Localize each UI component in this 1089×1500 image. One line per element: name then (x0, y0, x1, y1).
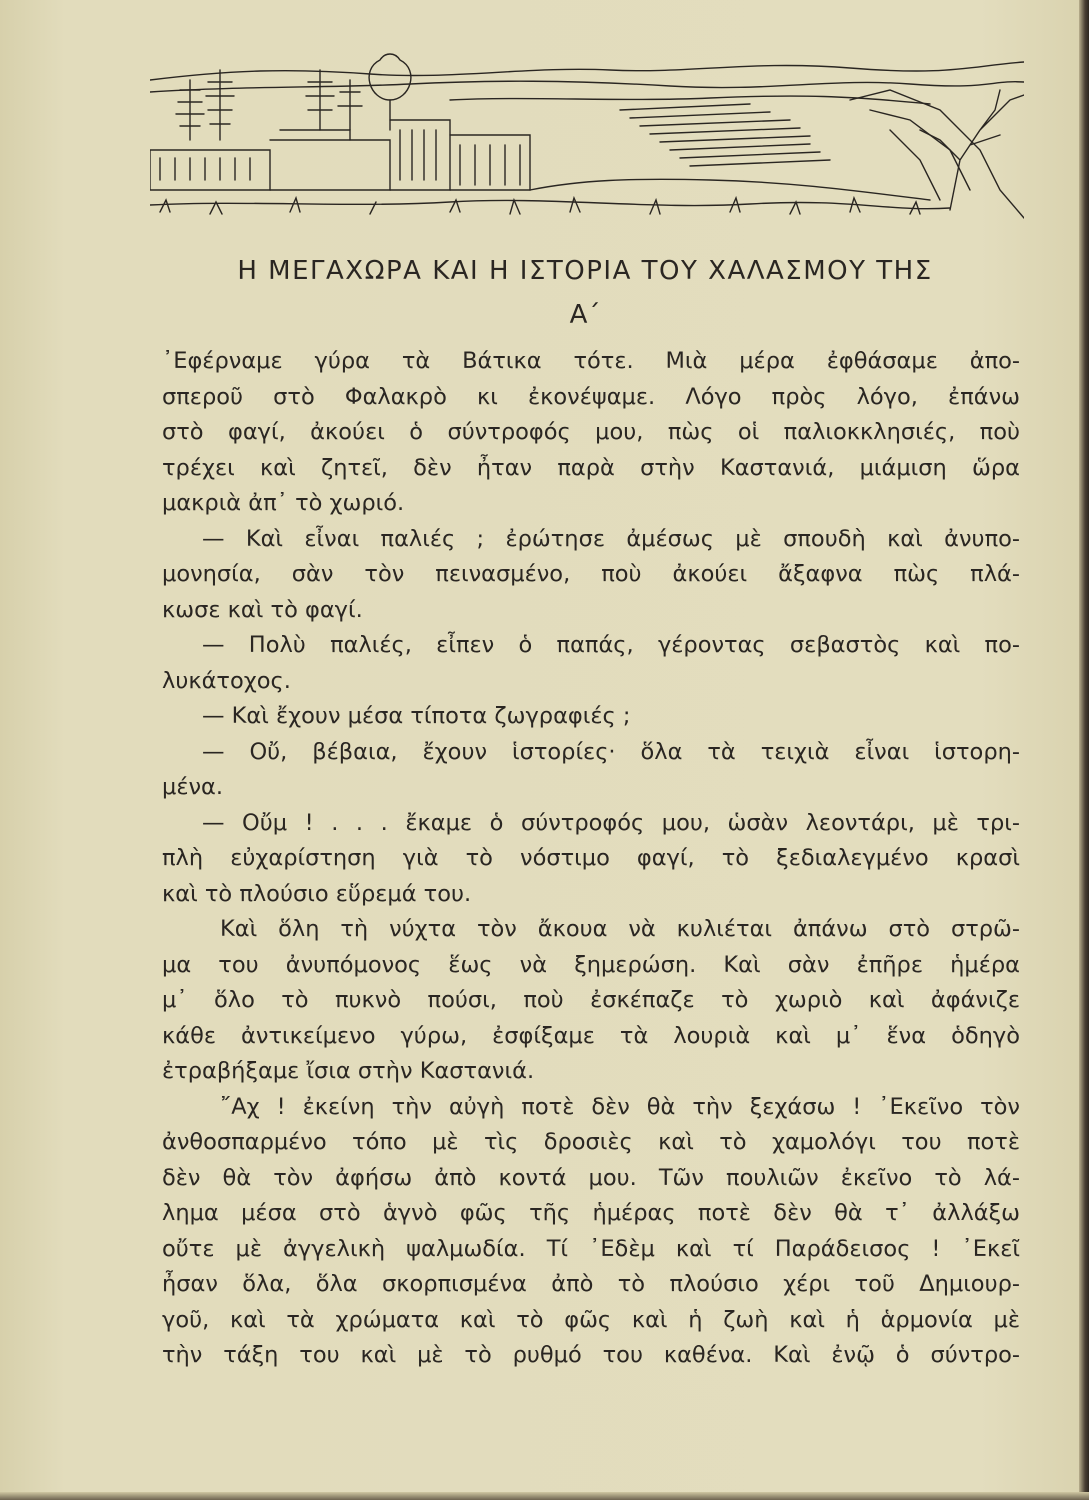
chapter-number: Α΄ (569, 300, 601, 330)
text-line: μένα. (162, 774, 224, 800)
text-line: κωσε καὶ τὸ φαγί. (162, 596, 363, 623)
text-line: μ᾿ ὅλο τὸ πυκνὸ πούσι, ποὺ ἐσκέπαζε τὸ χωριὸ καὶ ἀφάνιζε (162, 987, 1020, 1013)
text-line: ῎Αχ ! ἐκείνη τὴν αὐγὴ ποτὲ δὲν θὰ τὴν ξεχάσω ! ᾿Εκεῖνο τὸν (220, 1093, 1020, 1120)
text-line: — Οὔμ ! . . . ἔκαμε ὁ σύντροφός μου, ὡσὰν λεοντάρι, μὲ τρι- (202, 809, 1020, 836)
text-line: καὶ τὸ πλούσιο εὕρεμά του. (162, 880, 472, 907)
text-line: λημα μέσα στὸ ἁγνὸ φῶς τῆς ἡμέρας ποτὲ δὲν θὰ τ᾿ ἀλλάξω (162, 1200, 1020, 1226)
text-line: μα του ἀνυπόμονος ἕως νὰ ξημερώση. Καὶ σὰν ἐπῆρε ἡμέρα (162, 951, 1020, 978)
page-bottom-edge (0, 1492, 1089, 1500)
book-spine-edge (1079, 0, 1089, 1500)
text-line: μονησία, σὰν τὸν πεινασμένο, ποὺ ἀκούει ἄξαφνα πὼς πλά- (162, 561, 1020, 587)
text-line: κάθε ἀντικείμενο γύρω, ἐσφίξαμε τὰ λουριὰ καὶ μ᾿ ἕνα ὁδηγὸ (162, 1022, 1020, 1049)
text-line: — Καὶ ἔχουν μέσα τίποτα ζωγραφιές ; (202, 703, 631, 729)
text-line: τὴν τάξη του καὶ μὲ τὸ ρυθμό του καθένα. Καὶ ἐνῷ ὁ σύντρο- (162, 1342, 1020, 1368)
text-line: λυκάτοχος. (162, 667, 291, 694)
text-line: σπεροῦ στὸ Φαλακρὸ κι ἐκονέψαμε. Λόγο πρὸς λόγο, ἐπάνω (162, 383, 1020, 410)
text-line: ἦσαν ὅλα, ὅλα σκορπισμένα ἀπὸ τὸ πλούσιο χέρι τοῦ Δημιουρ- (162, 1271, 1020, 1297)
text-line: — Οὔ, βέβαια, ἔχουν ἱστορίες· ὅλα τὰ τειχιὰ εἶναι ἱστορη- (202, 738, 1020, 765)
text-line: Καὶ ὅλη τὴ νύχτα τὸν ἄκουα νὰ κυλιέται ἀπάνω στὸ στρῶ- (220, 916, 1020, 942)
text-line: στὸ φαγί, ἀκούει ὁ σύντροφός μου, πὼς οἱ παλιοκκλησιές, ποὺ (162, 419, 1020, 445)
text-line: οὔτε μὲ ἀγγελικὴ ψαλμωδία. Τί ᾿Εδὲμ καὶ τί Παράδεισος ! ᾿Εκεῖ (162, 1235, 1020, 1262)
text-line: — Πολὺ παλιές, εἶπεν ὁ παπάς, γέροντας σεβαστὸς καὶ πο- (202, 632, 1020, 658)
text-line: μακριὰ ἀπ᾿ τὸ χωριό. (162, 490, 405, 516)
village-landscape-engraving-icon (150, 40, 1024, 220)
body-text (162, 344, 1020, 1374)
page-title: Η ΜΕΓΑΧΩΡΑ ΚΑΙ Η ΙΣΤΟΡΙΑ ΤΟΥ ΧΑΛΑΣΜΟΥ ΤΗΣ (237, 256, 933, 286)
text-line: ἐτραβήξαμε ἴσια στὴν Καστανιά. (162, 1058, 535, 1084)
text-line: — Καὶ εἶναι παλιές ; ἐρώτησε ἀμέσως μὲ σπουδὴ καὶ ἀνυπο- (202, 525, 1020, 552)
text-line: ἀνθοσπαρμένο τόπο μὲ τὶς δροσιὲς καὶ τὸ χαμολόγι του ποτὲ (162, 1129, 1020, 1155)
text-line: τρέχει καὶ ζητεῖ, δὲν ἦταν παρὰ στὴν Καστανιά, μιάμιση ὥρα (162, 454, 1020, 481)
text-line: ᾿Εφέρναμε γύρα τὰ Βάτικα τότε. Μιὰ μέρα ἐφθάσαμε ἀπο- (162, 348, 1020, 374)
text-line: πλὴ εὐχαρίστηση γιὰ τὸ νόστιμο φαγί, τὸ ξεδιαλεγμένο κρασὶ (162, 845, 1020, 871)
text-line: δὲν θὰ τὸν ἀφήσω ἀπὸ κοντά μου. Τῶν πουλιῶν ἐκεῖνο τὸ λά- (162, 1164, 1020, 1191)
text-line: γοῦ, καὶ τὰ χρώματα καὶ τὸ φῶς καὶ ἡ ζωὴ καὶ ἡ ἁρμονία μὲ (162, 1306, 1020, 1333)
